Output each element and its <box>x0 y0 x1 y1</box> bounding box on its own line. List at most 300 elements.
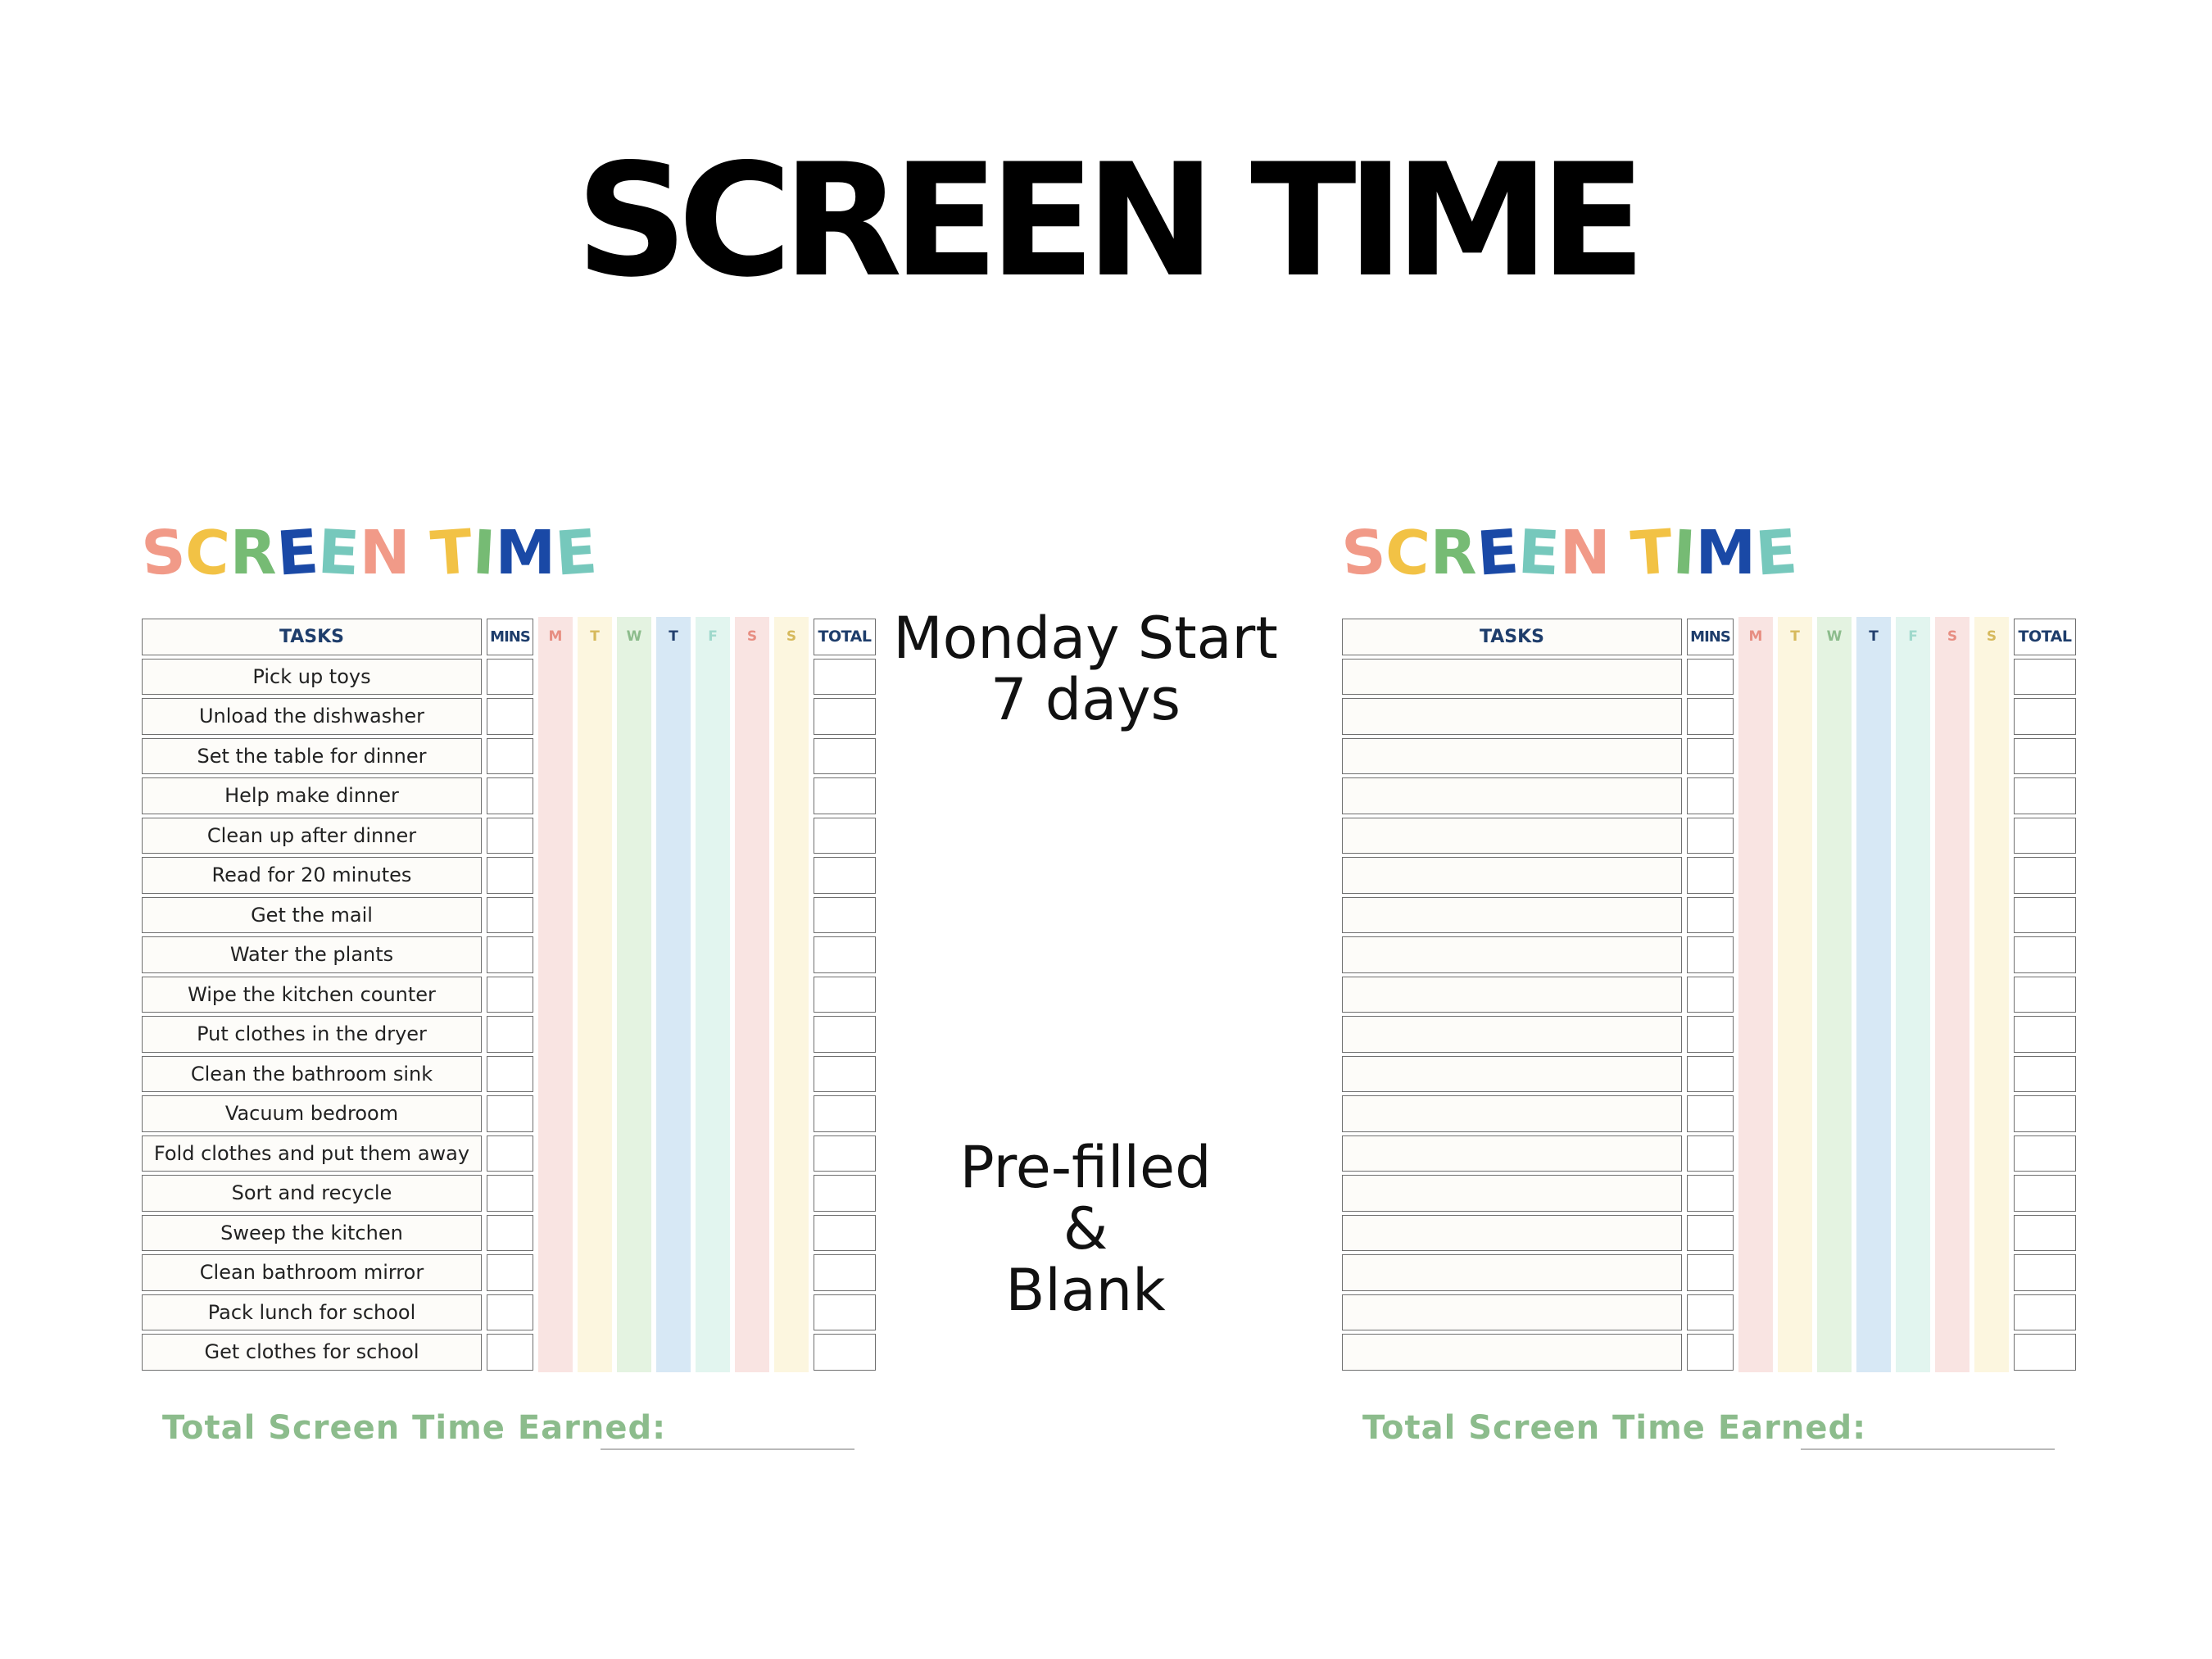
day-cell[interactable] <box>1738 1094 1773 1134</box>
day-cell[interactable] <box>735 1014 769 1054</box>
day-cell[interactable] <box>696 1293 730 1333</box>
total-cell[interactable] <box>2014 1135 2076 1172</box>
mins-cell[interactable] <box>487 1056 533 1093</box>
day-cell[interactable] <box>1817 1213 1852 1253</box>
day-cell[interactable] <box>774 1014 809 1054</box>
total-cell[interactable] <box>2014 698 2076 735</box>
day-cell[interactable] <box>1778 737 1812 777</box>
day-cell[interactable] <box>617 1293 651 1333</box>
day-cell[interactable] <box>1817 816 1852 856</box>
day-cell[interactable] <box>1817 696 1852 737</box>
mins-cell[interactable] <box>487 1095 533 1132</box>
mins-cell[interactable] <box>1687 818 1734 854</box>
day-cell[interactable] <box>578 1014 612 1054</box>
day-cell[interactable] <box>617 1253 651 1293</box>
day-cell[interactable] <box>735 1293 769 1333</box>
day-cell[interactable] <box>1856 1134 1891 1174</box>
day-cell[interactable] <box>617 1173 651 1213</box>
day-cell[interactable] <box>656 1253 691 1293</box>
day-cell[interactable] <box>735 816 769 856</box>
total-cell[interactable] <box>2014 1175 2076 1212</box>
day-cell[interactable] <box>735 657 769 697</box>
day-cell[interactable] <box>1817 935 1852 975</box>
day-cell[interactable] <box>696 1332 730 1372</box>
task-cell[interactable]: Sweep the kitchen <box>142 1215 482 1252</box>
day-cell[interactable] <box>1935 1253 1969 1293</box>
day-cell[interactable] <box>1817 776 1852 816</box>
mins-cell[interactable] <box>487 936 533 973</box>
day-cell[interactable] <box>656 1094 691 1134</box>
day-cell[interactable] <box>538 1014 573 1054</box>
day-cell[interactable] <box>617 1094 651 1134</box>
day-cell[interactable] <box>1778 696 1812 737</box>
total-cell[interactable] <box>2014 1294 2076 1331</box>
day-cell[interactable] <box>1856 1014 1891 1054</box>
day-cell[interactable] <box>1856 776 1891 816</box>
day-cell[interactable] <box>617 1213 651 1253</box>
day-cell[interactable] <box>1778 1213 1812 1253</box>
total-cell[interactable] <box>814 1056 876 1093</box>
mins-cell[interactable] <box>487 818 533 854</box>
day-cell[interactable] <box>656 1332 691 1372</box>
day-cell[interactable] <box>578 1253 612 1293</box>
total-cell[interactable] <box>2014 777 2076 814</box>
day-cell[interactable] <box>774 935 809 975</box>
day-cell[interactable] <box>1974 1054 2009 1095</box>
task-cell[interactable]: Set the table for dinner <box>142 738 482 775</box>
task-cell[interactable] <box>1342 659 1682 696</box>
mins-cell[interactable] <box>1687 698 1734 735</box>
total-cell[interactable] <box>814 936 876 973</box>
day-cell[interactable] <box>1896 1293 1930 1333</box>
total-cell[interactable] <box>2014 936 2076 973</box>
day-cell[interactable] <box>1896 975 1930 1015</box>
day-cell[interactable] <box>1974 737 2009 777</box>
day-cell[interactable] <box>1738 855 1773 895</box>
day-cell[interactable] <box>774 1094 809 1134</box>
task-cell[interactable] <box>1342 1334 1682 1371</box>
day-cell[interactable] <box>1778 657 1812 697</box>
day-cell[interactable] <box>1778 1293 1812 1333</box>
day-cell[interactable] <box>735 975 769 1015</box>
total-cell[interactable] <box>814 1016 876 1053</box>
day-cell[interactable] <box>1896 657 1930 697</box>
day-cell[interactable] <box>696 1054 730 1095</box>
day-cell[interactable] <box>617 776 651 816</box>
day-cell[interactable] <box>1738 816 1773 856</box>
day-cell[interactable] <box>1974 1014 2009 1054</box>
day-cell[interactable] <box>774 696 809 737</box>
day-cell[interactable] <box>656 1054 691 1095</box>
day-cell[interactable] <box>578 1213 612 1253</box>
mins-cell[interactable] <box>1687 1175 1734 1212</box>
total-cell[interactable] <box>814 777 876 814</box>
day-cell[interactable] <box>1974 776 2009 816</box>
day-cell[interactable] <box>1817 1014 1852 1054</box>
day-cell[interactable] <box>538 1213 573 1253</box>
mins-cell[interactable] <box>1687 1294 1734 1331</box>
task-cell[interactable]: Clean bathroom mirror <box>142 1254 482 1291</box>
day-cell[interactable] <box>578 855 612 895</box>
day-cell[interactable] <box>1778 935 1812 975</box>
day-cell[interactable] <box>656 737 691 777</box>
mins-cell[interactable] <box>1687 1095 1734 1132</box>
day-cell[interactable] <box>578 975 612 1015</box>
total-cell[interactable] <box>2014 659 2076 696</box>
day-cell[interactable] <box>578 657 612 697</box>
day-cell[interactable] <box>1896 1173 1930 1213</box>
day-cell[interactable] <box>1974 895 2009 936</box>
mins-cell[interactable] <box>1687 738 1734 775</box>
day-cell[interactable] <box>1856 1332 1891 1372</box>
day-cell[interactable] <box>735 696 769 737</box>
day-cell[interactable] <box>617 1054 651 1095</box>
day-cell[interactable] <box>1935 1173 1969 1213</box>
day-cell[interactable] <box>617 1332 651 1372</box>
total-cell[interactable] <box>814 857 876 894</box>
day-cell[interactable] <box>1856 855 1891 895</box>
day-cell[interactable] <box>1974 1253 2009 1293</box>
mins-cell[interactable] <box>1687 936 1734 973</box>
day-cell[interactable] <box>1974 1293 2009 1333</box>
task-cell[interactable]: Get the mail <box>142 897 482 934</box>
day-cell[interactable] <box>1974 696 2009 737</box>
day-cell[interactable] <box>696 1094 730 1134</box>
day-cell[interactable] <box>538 776 573 816</box>
day-cell[interactable] <box>1778 1014 1812 1054</box>
day-cell[interactable] <box>1935 935 1969 975</box>
task-cell[interactable] <box>1342 1016 1682 1053</box>
day-cell[interactable] <box>1935 696 1969 737</box>
day-cell[interactable] <box>656 895 691 936</box>
day-cell[interactable] <box>1974 935 2009 975</box>
day-cell[interactable] <box>696 1253 730 1293</box>
day-cell[interactable] <box>696 737 730 777</box>
day-cell[interactable] <box>1817 975 1852 1015</box>
mins-cell[interactable] <box>1687 659 1734 696</box>
day-cell[interactable] <box>696 895 730 936</box>
day-cell[interactable] <box>1738 935 1773 975</box>
day-cell[interactable] <box>578 1094 612 1134</box>
day-cell[interactable] <box>1896 776 1930 816</box>
task-cell[interactable] <box>1342 1215 1682 1252</box>
day-cell[interactable] <box>735 1253 769 1293</box>
mins-cell[interactable] <box>487 1294 533 1331</box>
task-cell[interactable] <box>1342 1056 1682 1093</box>
day-cell[interactable] <box>617 737 651 777</box>
day-cell[interactable] <box>1778 1094 1812 1134</box>
day-cell[interactable] <box>1738 1054 1773 1095</box>
day-cell[interactable] <box>774 1173 809 1213</box>
task-cell[interactable]: Read for 20 minutes <box>142 857 482 894</box>
total-cell[interactable] <box>2014 1095 2076 1132</box>
day-cell[interactable] <box>774 737 809 777</box>
day-cell[interactable] <box>1738 1134 1773 1174</box>
task-cell[interactable]: Pick up toys <box>142 659 482 696</box>
day-cell[interactable] <box>696 935 730 975</box>
day-cell[interactable] <box>735 1054 769 1095</box>
day-cell[interactable] <box>774 1213 809 1253</box>
day-cell[interactable] <box>617 1014 651 1054</box>
day-cell[interactable] <box>1974 855 2009 895</box>
day-cell[interactable] <box>578 1173 612 1213</box>
day-cell[interactable] <box>578 1134 612 1174</box>
day-cell[interactable] <box>1896 696 1930 737</box>
day-cell[interactable] <box>538 975 573 1015</box>
day-cell[interactable] <box>774 1134 809 1174</box>
mins-cell[interactable] <box>1687 1135 1734 1172</box>
day-cell[interactable] <box>1738 1293 1773 1333</box>
day-cell[interactable] <box>1974 1094 2009 1134</box>
total-cell[interactable] <box>814 818 876 854</box>
day-cell[interactable] <box>1896 1094 1930 1134</box>
day-cell[interactable] <box>1974 1213 2009 1253</box>
day-cell[interactable] <box>1935 1213 1969 1253</box>
total-cell[interactable] <box>2014 977 2076 1013</box>
day-cell[interactable] <box>1738 1213 1773 1253</box>
mins-cell[interactable] <box>1687 897 1734 934</box>
task-cell[interactable] <box>1342 1135 1682 1172</box>
day-cell[interactable] <box>1896 1054 1930 1095</box>
mins-cell[interactable] <box>487 1175 533 1212</box>
day-cell[interactable] <box>538 1094 573 1134</box>
day-cell[interactable] <box>1856 816 1891 856</box>
day-cell[interactable] <box>735 737 769 777</box>
day-cell[interactable] <box>774 855 809 895</box>
day-cell[interactable] <box>1896 1134 1930 1174</box>
day-cell[interactable] <box>1896 1253 1930 1293</box>
day-cell[interactable] <box>1856 657 1891 697</box>
day-cell[interactable] <box>696 816 730 856</box>
day-cell[interactable] <box>656 1293 691 1333</box>
task-cell[interactable]: Unload the dishwasher <box>142 698 482 735</box>
day-cell[interactable] <box>1778 776 1812 816</box>
day-cell[interactable] <box>656 935 691 975</box>
day-cell[interactable] <box>774 1253 809 1293</box>
day-cell[interactable] <box>538 816 573 856</box>
day-cell[interactable] <box>617 657 651 697</box>
day-cell[interactable] <box>656 855 691 895</box>
day-cell[interactable] <box>578 737 612 777</box>
mins-cell[interactable] <box>487 977 533 1013</box>
day-cell[interactable] <box>696 975 730 1015</box>
day-cell[interactable] <box>578 816 612 856</box>
day-cell[interactable] <box>1856 935 1891 975</box>
day-cell[interactable] <box>735 1173 769 1213</box>
mins-cell[interactable] <box>487 1215 533 1252</box>
day-cell[interactable] <box>696 1213 730 1253</box>
day-cell[interactable] <box>735 1134 769 1174</box>
day-cell[interactable] <box>1738 895 1773 936</box>
day-cell[interactable] <box>1856 1094 1891 1134</box>
day-cell[interactable] <box>1738 1014 1773 1054</box>
day-cell[interactable] <box>656 696 691 737</box>
day-cell[interactable] <box>774 975 809 1015</box>
day-cell[interactable] <box>1738 776 1773 816</box>
day-cell[interactable] <box>735 855 769 895</box>
day-cell[interactable] <box>735 776 769 816</box>
day-cell[interactable] <box>1896 1332 1930 1372</box>
day-cell[interactable] <box>735 1332 769 1372</box>
day-cell[interactable] <box>656 776 691 816</box>
day-cell[interactable] <box>1817 737 1852 777</box>
task-cell[interactable] <box>1342 1294 1682 1331</box>
day-cell[interactable] <box>1935 1094 1969 1134</box>
day-cell[interactable] <box>617 935 651 975</box>
day-cell[interactable] <box>1896 816 1930 856</box>
day-cell[interactable] <box>774 1054 809 1095</box>
mins-cell[interactable] <box>1687 977 1734 1013</box>
total-cell[interactable] <box>814 738 876 775</box>
day-cell[interactable] <box>578 1293 612 1333</box>
task-cell[interactable]: Clean up after dinner <box>142 818 482 854</box>
day-cell[interactable] <box>774 776 809 816</box>
day-cell[interactable] <box>1778 1253 1812 1293</box>
day-cell[interactable] <box>1856 1253 1891 1293</box>
mins-cell[interactable] <box>1687 1215 1734 1252</box>
total-screen-time-blank[interactable] <box>601 1448 854 1450</box>
day-cell[interactable] <box>1974 1134 2009 1174</box>
day-cell[interactable] <box>1778 895 1812 936</box>
day-cell[interactable] <box>1974 975 2009 1015</box>
day-cell[interactable] <box>617 696 651 737</box>
total-cell[interactable] <box>2014 1334 2076 1371</box>
day-cell[interactable] <box>656 975 691 1015</box>
day-cell[interactable] <box>774 1293 809 1333</box>
day-cell[interactable] <box>1856 1293 1891 1333</box>
total-screen-time-blank[interactable] <box>1801 1448 2055 1450</box>
mins-cell[interactable] <box>487 698 533 735</box>
day-cell[interactable] <box>1856 737 1891 777</box>
day-cell[interactable] <box>656 1014 691 1054</box>
day-cell[interactable] <box>538 1293 573 1333</box>
day-cell[interactable] <box>774 1332 809 1372</box>
task-cell[interactable] <box>1342 777 1682 814</box>
mins-cell[interactable] <box>1687 1334 1734 1371</box>
day-cell[interactable] <box>1738 737 1773 777</box>
day-cell[interactable] <box>1974 1173 2009 1213</box>
day-cell[interactable] <box>578 1054 612 1095</box>
day-cell[interactable] <box>696 1173 730 1213</box>
task-cell[interactable]: Clean the bathroom sink <box>142 1056 482 1093</box>
day-cell[interactable] <box>538 1332 573 1372</box>
day-cell[interactable] <box>1856 1213 1891 1253</box>
day-cell[interactable] <box>1935 1134 1969 1174</box>
day-cell[interactable] <box>735 1213 769 1253</box>
task-cell[interactable] <box>1342 698 1682 735</box>
task-cell[interactable]: Put clothes in the dryer <box>142 1016 482 1053</box>
day-cell[interactable] <box>1935 855 1969 895</box>
day-cell[interactable] <box>617 1134 651 1174</box>
day-cell[interactable] <box>578 895 612 936</box>
day-cell[interactable] <box>1778 1054 1812 1095</box>
day-cell[interactable] <box>1974 816 2009 856</box>
task-cell[interactable]: Sort and recycle <box>142 1175 482 1212</box>
day-cell[interactable] <box>696 776 730 816</box>
day-cell[interactable] <box>538 696 573 737</box>
total-cell[interactable] <box>2014 818 2076 854</box>
day-cell[interactable] <box>1935 1014 1969 1054</box>
day-cell[interactable] <box>1738 1253 1773 1293</box>
day-cell[interactable] <box>617 895 651 936</box>
day-cell[interactable] <box>538 1173 573 1213</box>
task-cell[interactable] <box>1342 977 1682 1013</box>
task-cell[interactable] <box>1342 1175 1682 1212</box>
total-cell[interactable] <box>814 1334 876 1371</box>
day-cell[interactable] <box>774 657 809 697</box>
day-cell[interactable] <box>656 1173 691 1213</box>
mins-cell[interactable] <box>1687 857 1734 894</box>
day-cell[interactable] <box>656 1213 691 1253</box>
day-cell[interactable] <box>735 935 769 975</box>
task-cell[interactable] <box>1342 897 1682 934</box>
mins-cell[interactable] <box>1687 1056 1734 1093</box>
day-cell[interactable] <box>538 935 573 975</box>
day-cell[interactable] <box>1817 1293 1852 1333</box>
day-cell[interactable] <box>1738 696 1773 737</box>
task-cell[interactable]: Vacuum bedroom <box>142 1095 482 1132</box>
mins-cell[interactable] <box>1687 777 1734 814</box>
day-cell[interactable] <box>1935 737 1969 777</box>
day-cell[interactable] <box>1935 657 1969 697</box>
mins-cell[interactable] <box>487 659 533 696</box>
day-cell[interactable] <box>1856 1173 1891 1213</box>
total-cell[interactable] <box>814 977 876 1013</box>
day-cell[interactable] <box>1778 855 1812 895</box>
total-cell[interactable] <box>2014 1215 2076 1252</box>
task-cell[interactable]: Help make dinner <box>142 777 482 814</box>
task-cell[interactable] <box>1342 1254 1682 1291</box>
day-cell[interactable] <box>1738 1173 1773 1213</box>
day-cell[interactable] <box>538 855 573 895</box>
day-cell[interactable] <box>578 776 612 816</box>
task-cell[interactable]: Get clothes for school <box>142 1334 482 1371</box>
task-cell[interactable] <box>1342 857 1682 894</box>
total-cell[interactable] <box>2014 897 2076 934</box>
mins-cell[interactable] <box>487 777 533 814</box>
day-cell[interactable] <box>1738 1332 1773 1372</box>
day-cell[interactable] <box>1817 1094 1852 1134</box>
day-cell[interactable] <box>1778 1332 1812 1372</box>
day-cell[interactable] <box>1817 1054 1852 1095</box>
day-cell[interactable] <box>656 657 691 697</box>
day-cell[interactable] <box>1935 1332 1969 1372</box>
task-cell[interactable] <box>1342 1095 1682 1132</box>
day-cell[interactable] <box>1896 895 1930 936</box>
mins-cell[interactable] <box>487 1254 533 1291</box>
task-cell[interactable] <box>1342 738 1682 775</box>
day-cell[interactable] <box>1738 975 1773 1015</box>
day-cell[interactable] <box>1778 1173 1812 1213</box>
mins-cell[interactable] <box>487 1135 533 1172</box>
day-cell[interactable] <box>1856 895 1891 936</box>
day-cell[interactable] <box>538 1054 573 1095</box>
day-cell[interactable] <box>1935 816 1969 856</box>
day-cell[interactable] <box>538 657 573 697</box>
day-cell[interactable] <box>774 895 809 936</box>
day-cell[interactable] <box>735 895 769 936</box>
task-cell[interactable]: Pack lunch for school <box>142 1294 482 1331</box>
day-cell[interactable] <box>1935 776 1969 816</box>
day-cell[interactable] <box>578 1332 612 1372</box>
day-cell[interactable] <box>1935 975 1969 1015</box>
day-cell[interactable] <box>1856 1054 1891 1095</box>
day-cell[interactable] <box>1778 816 1812 856</box>
day-cell[interactable] <box>1817 657 1852 697</box>
day-cell[interactable] <box>1817 1173 1852 1213</box>
day-cell[interactable] <box>1778 1134 1812 1174</box>
day-cell[interactable] <box>696 855 730 895</box>
